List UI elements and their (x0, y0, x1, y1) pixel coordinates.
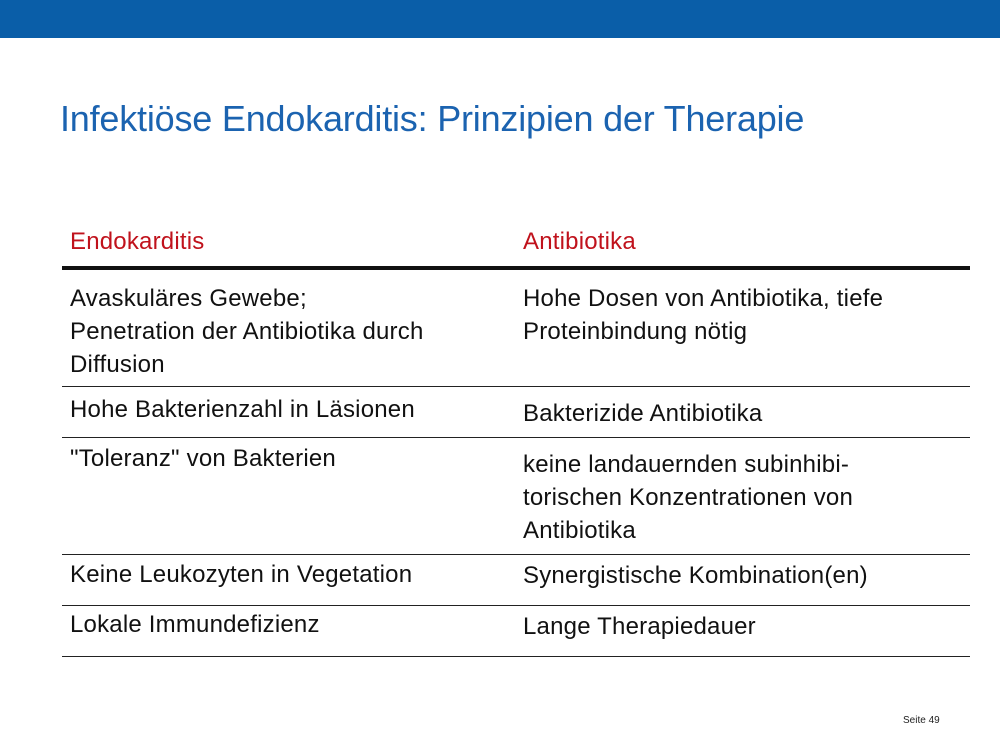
header-antibiotika: Antibiotika (523, 228, 636, 255)
cell-line: Bakterizide Antibiotika (523, 400, 763, 427)
cell-antibiotika (515, 438, 970, 554)
cell-line: "Toleranz" von Bakterien (70, 445, 336, 472)
cell-line: Lange Therapiedauer (523, 613, 756, 640)
top-banner-bar (0, 0, 1000, 38)
page-number: Seite 49 (903, 715, 940, 726)
cell-line: Hohe Dosen von Antibiotika, tiefe (523, 285, 884, 312)
cell-line: Penetration der Antibiotika durch (70, 318, 424, 345)
cell-antibiotika (515, 270, 970, 386)
cell-line: Synergistische Kombination(en) (523, 562, 868, 589)
cell-line: keine landauernden subinhibi- (523, 451, 850, 478)
slide-title: Infektiöse Endokarditis: Prinzipien der Therapie (60, 98, 805, 139)
cell-line: Diffusion (70, 351, 165, 378)
table-row (62, 438, 970, 555)
table-row (62, 387, 970, 438)
cell-line: Hohe Bakterienzahl in Läsionen (70, 396, 415, 423)
cell-endokarditis (62, 438, 515, 554)
table-header-row (62, 222, 970, 270)
cell-line: Antibiotika (523, 517, 636, 544)
therapy-table (62, 222, 970, 657)
cell-endokarditis (62, 387, 515, 437)
table-row (62, 555, 970, 606)
table-row (62, 270, 970, 387)
cell-endokarditis (62, 555, 515, 605)
cell-antibiotika (515, 555, 970, 605)
cell-endokarditis (62, 606, 515, 656)
cell-antibiotika (515, 606, 970, 656)
cell-line: Lokale Immundefizienz (70, 611, 320, 638)
cell-line: Keine Leukozyten in Vegetation (70, 561, 413, 588)
cell-endokarditis (62, 270, 515, 386)
cell-line: Proteinbindung nötig (523, 318, 748, 345)
table-row (62, 606, 970, 657)
cell-line: torischen Konzentrationen von (523, 484, 854, 511)
cell-line: Avaskuläres Gewebe; (70, 285, 307, 312)
header-endokarditis: Endokarditis (70, 228, 205, 255)
cell-antibiotika (515, 387, 970, 437)
